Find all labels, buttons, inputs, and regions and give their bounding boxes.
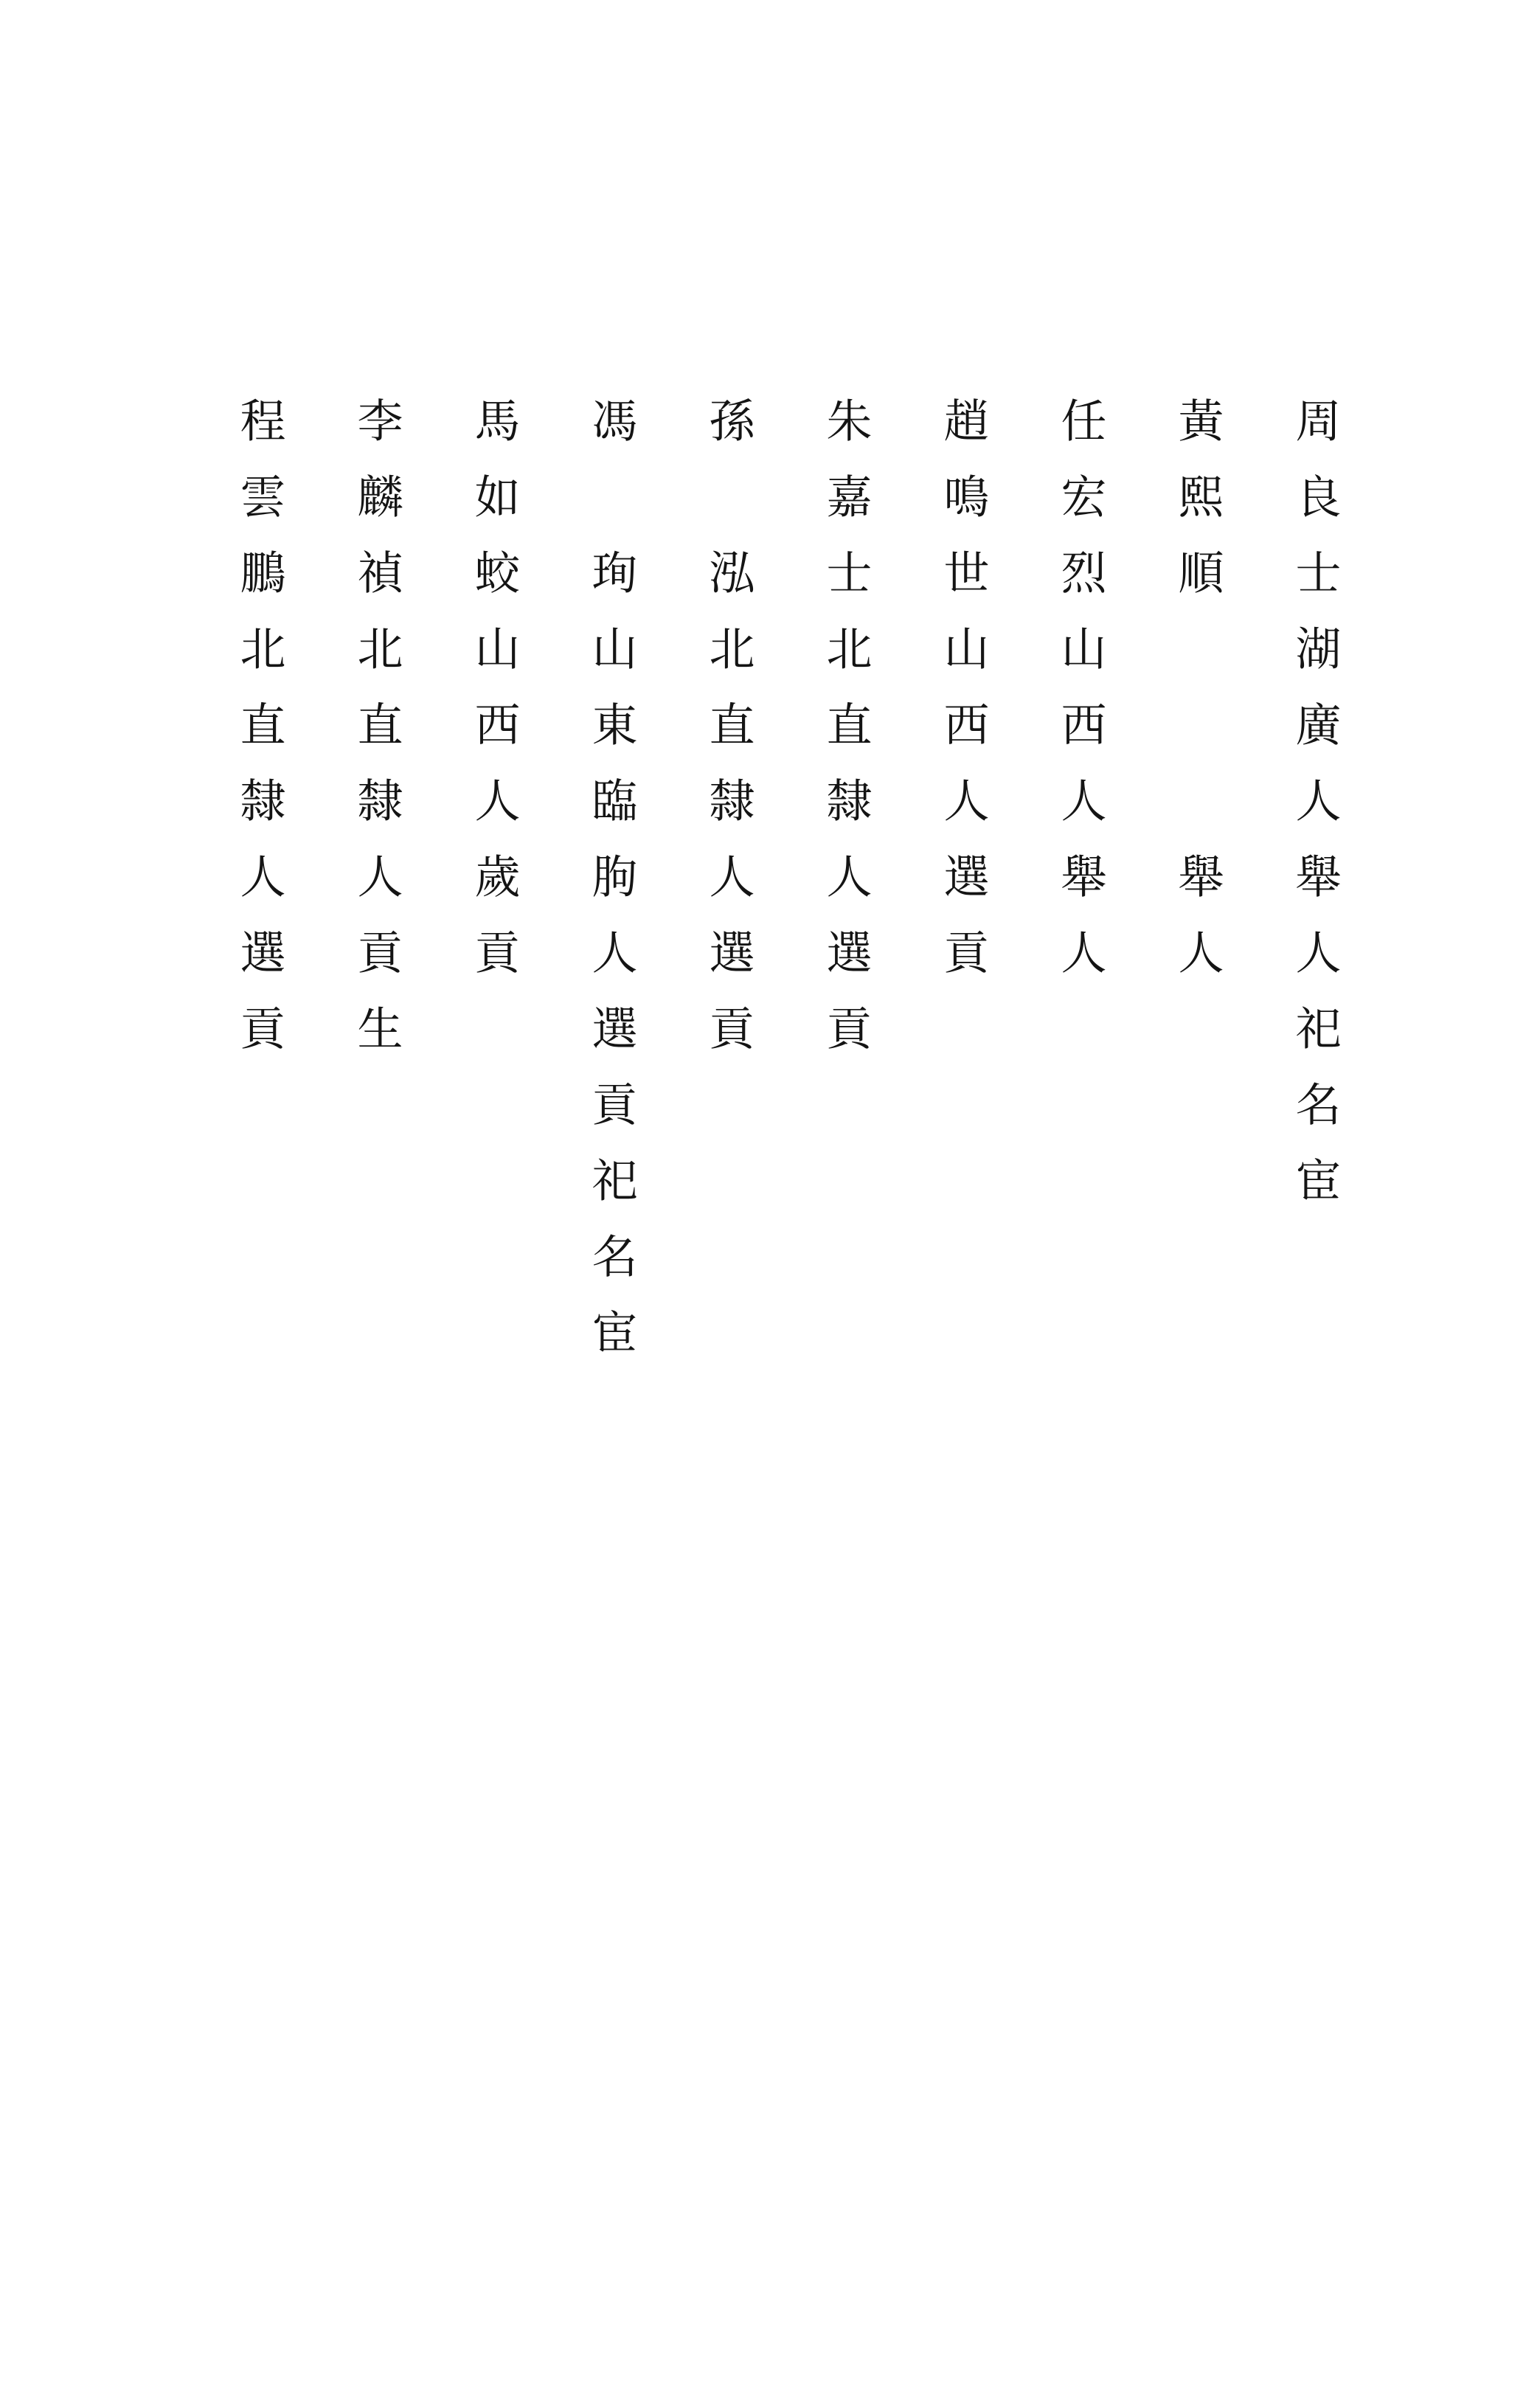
register-column: 朱嘉士北直隸人選貢 xyxy=(819,397,873,1081)
register-column: 馮 珣山東臨朐人選貢祀名宦 xyxy=(584,397,638,1384)
register-column: 黃熙順 舉人 xyxy=(1170,397,1224,1005)
register-column: 周良士湖廣人舉人祀名宦 xyxy=(1288,397,1342,1232)
register-column: 程雲鵬北直隸人選貢 xyxy=(232,397,286,1081)
register-column: 馬如蛟山西人歲貢 xyxy=(467,397,521,1005)
register-column: 孫 泓北直隸人選貢 xyxy=(701,397,755,1081)
register-column: 任宏烈山西人舉人 xyxy=(1053,397,1107,1005)
register-column: 李麟禎北直隸人貢生 xyxy=(350,397,403,1081)
name-register-block xyxy=(222,397,1351,1503)
register-column: 趙鳴世山西人選貢 xyxy=(936,397,990,1005)
